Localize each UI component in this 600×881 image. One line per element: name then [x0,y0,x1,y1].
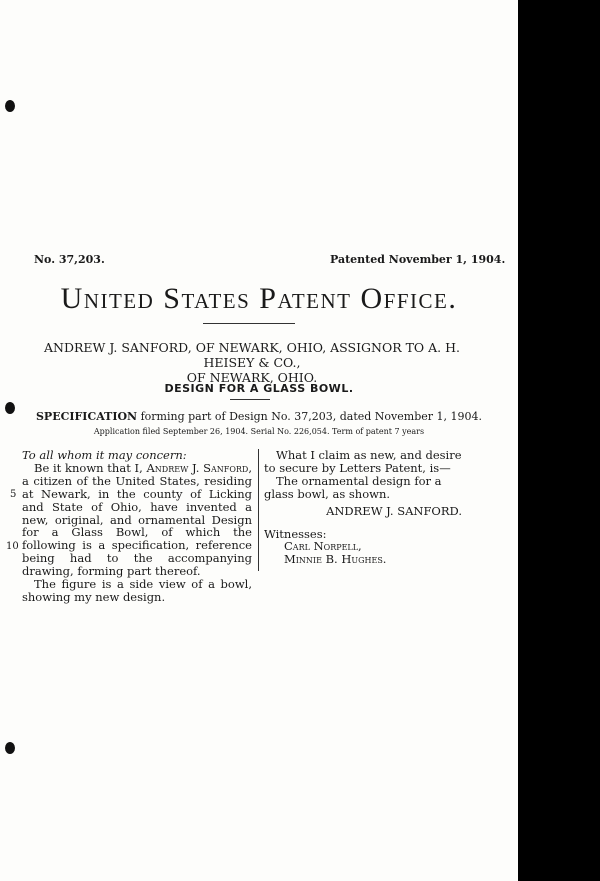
line-number-5: 5 [10,489,17,500]
scan-edge-bar [518,0,600,881]
spec-label: SPECIFICATION [35,410,138,423]
inventor-line-2: OF NEWARK, OHIO. [186,370,318,385]
right-column [264,449,474,566]
punch-hole-top [5,100,15,112]
spec-text: forming part of Design No. 37,203, dated November 1, 1904. [137,410,482,423]
witnesses-label: Witnesses: [264,526,327,541]
claim-text: The ornamental design for a glass bowl, as shown. [264,473,442,501]
patent-number: No. 37,203. [34,253,105,266]
paragraph-1 [22,462,252,578]
inventor-assignee [22,340,482,385]
office-title: United States Patent Office. [60,282,458,315]
patent-date: Patented November 1, 1904. [330,253,506,266]
specification-line [0,410,518,423]
salutation: To all whom it may concern: [22,448,187,462]
inventor-line-1: ANDREW J. SANFORD, OF NEWARK, OHIO, ASSIGNOR TO A. H. HEISEY & CO., [43,340,460,370]
punch-hole-bottom [5,742,15,754]
line-number-10: 10 [6,541,19,552]
signature: ANDREW J. SANFORD. [326,503,462,518]
application-line: Application filed September 26, 1904. Serial No. 226,054. Term of patent 7 years [93,427,425,436]
claim-intro: What I claim as new, and desire to secure by Letters Patent, is— [264,448,462,475]
para1-start: Be it known that I, [34,460,147,475]
design-title: DESIGN FOR A GLASS BOWL. [164,382,354,395]
design-rule [230,399,270,400]
title-rule [203,323,295,324]
inventor-name: Andrew J. Sanford [146,460,249,475]
para1-rest: , a citizen of the United States, residing at Newark, in the county of Licking and State of Ohio, have invented a new, original, and ornamental Design for a Glass Bowl, of which the following is a specification, reference being had to the accompanying drawing, forming part thereof. [22,460,252,579]
left-column [22,449,252,604]
column-divider [258,449,259,571]
witness-1: Carl Norpell, [284,539,362,554]
paragraph-2: The figure is a side view of a bowl, showing my new design. [22,577,252,604]
witness-2: Minnie B. Hughes. [284,552,387,567]
